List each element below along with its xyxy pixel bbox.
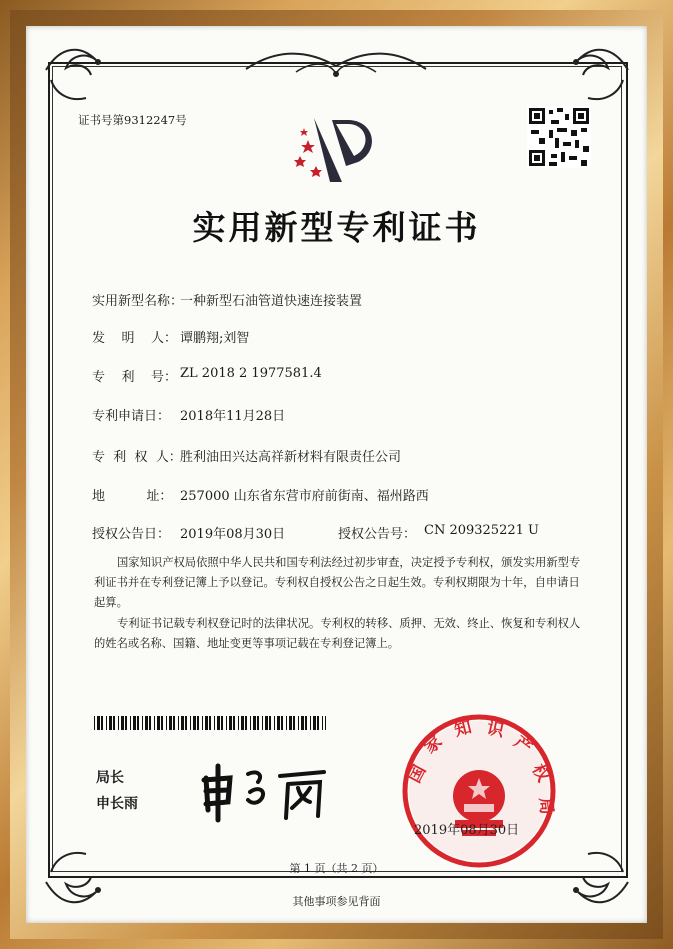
grant-date-value: 2019年08月30日 bbox=[180, 527, 286, 542]
grant-paragraph: 国家知识产权局依照中华人民共和国专利法经过初步审查，决定授予专利权，颁发实用新型专利证书并在专利登记簿上予以登记。专利权自授权公告之日起生效。专利权期限为十年，自申请日起算。 bbox=[94, 556, 581, 609]
name-label: 实用新型名称： bbox=[92, 294, 184, 309]
grant-date-label: 授权公告日： bbox=[92, 527, 171, 542]
patent-number-label: 专 利 号： bbox=[92, 370, 178, 385]
grant-number-label: 授权公告号： bbox=[338, 527, 417, 542]
patent-number-value: ZL 2018 2 1977581.4 bbox=[180, 366, 322, 381]
corner-ornament-top-right-icon bbox=[548, 40, 638, 110]
holder-label: 专 利 权 人： bbox=[92, 450, 182, 465]
svg-text:产: 产 bbox=[509, 732, 536, 759]
qr-code-icon bbox=[527, 106, 591, 168]
inventor-label: 发 明 人： bbox=[92, 331, 178, 346]
certificate-number: 证书号第9312247号 bbox=[78, 113, 187, 127]
footer-note: 其他事项参见背面 bbox=[292, 895, 381, 908]
top-center-ornament-icon bbox=[236, 44, 436, 84]
name-value: 一种新型石油管道快速连接装置 bbox=[180, 294, 363, 309]
director-name: 申长雨 bbox=[96, 796, 138, 812]
address-value: 257000 山东省东营市府前街南、福州路西 bbox=[180, 489, 429, 504]
filing-date-label: 专利申请日： bbox=[92, 409, 171, 424]
svg-text:家: 家 bbox=[420, 731, 447, 758]
svg-text:知: 知 bbox=[452, 717, 474, 741]
svg-text:权: 权 bbox=[527, 760, 554, 786]
legal-status-paragraph: 专利证书记载专利权登记时的法律状况。专利权的转移、质押、无效、终止、恢复和专利权人的姓名或名称、国籍、地址变更等事项记载在专利登记簿上。 bbox=[94, 617, 581, 650]
address-label: 地 址： bbox=[92, 489, 173, 504]
director-title: 局长 bbox=[96, 770, 124, 786]
seal-date: 2019年08月30日 bbox=[414, 823, 520, 838]
certificate-title: 实用新型专利证书 bbox=[192, 208, 481, 247]
svg-text:局: 局 bbox=[535, 796, 557, 816]
svg-text:国: 国 bbox=[404, 761, 431, 787]
filing-date-value: 2018年11月28日 bbox=[180, 409, 286, 424]
patent-office-logo-icon bbox=[286, 110, 386, 190]
grant-number-value: CN 209325221 U bbox=[424, 523, 539, 538]
holder-value: 胜利油田兴达高祥新材料有限责任公司 bbox=[180, 450, 402, 465]
page-info: 第 1 页（共 2 页） bbox=[289, 862, 384, 875]
barcode-icon bbox=[94, 716, 326, 730]
signature-icon bbox=[196, 758, 356, 824]
svg-text:识: 识 bbox=[484, 718, 506, 742]
corner-ornament-top-left-icon bbox=[36, 40, 126, 110]
inventor-value: 谭鹏翔;刘智 bbox=[180, 331, 250, 346]
official-seal-icon bbox=[400, 712, 558, 870]
